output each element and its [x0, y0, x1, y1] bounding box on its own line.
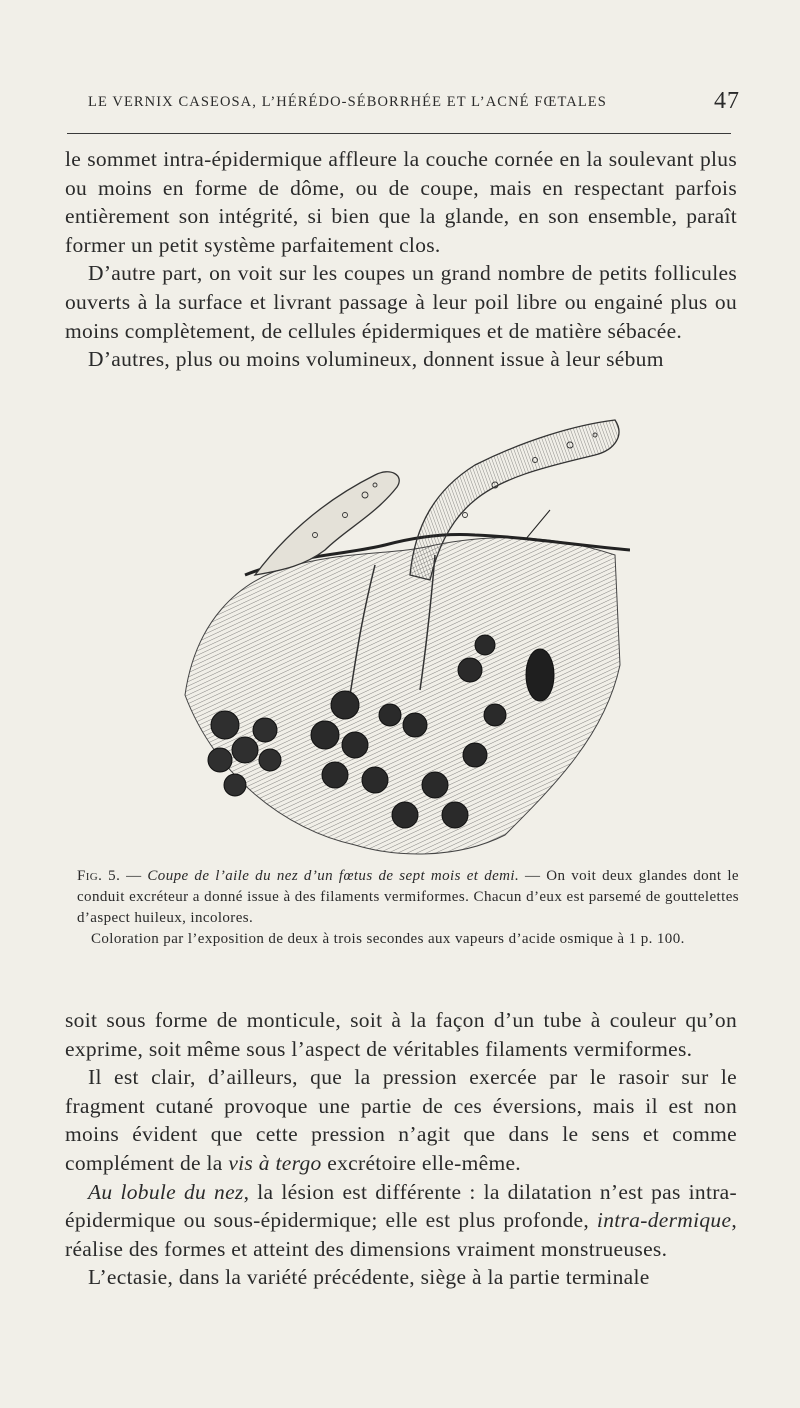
- caption-label: Fig. 5.: [77, 868, 121, 884]
- header-rule: [67, 133, 731, 134]
- page-number: 47: [714, 88, 740, 114]
- paragraph: L’ectasie, dans la variété précédente, siège à la partie terminale: [88, 1265, 650, 1290]
- paragraph: [65, 1063, 737, 1177]
- running-title: LE VERNIX CASEOSA, L’HÉRÉDO-SÉBORRHÉE ET L’ACNÉ FŒTALES: [88, 94, 607, 110]
- caption-body: On voit deux glandes dont le conduit excréteur a donné issue à des filaments vermiformes. Chacun d’eux est parsemé de gouttelettes d’aspect huileux, incolores.: [77, 868, 739, 926]
- paragraph-continued: soit sous forme de monticule, soit à la façon d’un tube à couleur qu’on exprime, soit même sous l’aspect de véritables filaments vermiformes.: [65, 1008, 737, 1061]
- figure-illustration: [175, 405, 630, 865]
- text-run: Il est clair, d’ailleurs, que la pression exercée par le rasoir sur le fragment cutané provoque une partie de ces éversions, mais il est non moins évident que cette pression n’agit que dans le sens et comme complément de la: [65, 1065, 737, 1175]
- paragraph: D’autre part, on voit sur les coupes un grand nombre de petits follicules ouverts à la surface et livrant passage à leur poil libre ou engainé plus ou moins complètement, de cellules épidermiques et de matière sébacée.: [65, 261, 737, 343]
- pointer-line: [525, 510, 550, 540]
- caption-dash: —: [126, 868, 148, 884]
- caption-title: Coupe de l’aile du nez d’un fœtus de sept mois et demi.: [147, 868, 520, 884]
- running-header: [88, 88, 740, 122]
- gland-lobule-right: [526, 649, 554, 701]
- italic-term: intra-dermique: [596, 1208, 732, 1233]
- text-run: , réalise des formes et atteint des dimensions vraiment monstrueuses.: [65, 1208, 737, 1261]
- figure-caption: [77, 866, 739, 950]
- caption-lead: [77, 866, 739, 929]
- text-run: , la lésion est différente : la dilatation n’est pas intra-épidermique ou sous-épidermique; elle est plus profonde,: [65, 1179, 737, 1233]
- paragraph-continued: le sommet intra-épidermique affleure la couche cornée en la soulevant plus ou moins en forme de dôme, ou de coupe, mais en respectant parfois entièrement son intégrité, si bien que la glande, en son ensemble, paraît former un petit système parfaitement clos.: [65, 147, 737, 257]
- caption-dash: —: [525, 868, 547, 884]
- caption-note: Coloration par l’exposition de deux à trois secondes aux vapeurs d’acide osmique à 1 p. 100.: [91, 931, 685, 947]
- paragraph: [65, 1178, 737, 1264]
- body-text-top: [65, 145, 737, 374]
- italic-term: vis à tergo: [228, 1150, 322, 1175]
- body-text-bottom: [65, 1006, 737, 1292]
- text-run: excrétoire elle-même.: [321, 1150, 521, 1175]
- paragraph: D’autres, plus ou moins volumineux, donnent issue à leur sébum: [88, 347, 664, 372]
- italic-term: Au lobule du nez: [88, 1179, 244, 1204]
